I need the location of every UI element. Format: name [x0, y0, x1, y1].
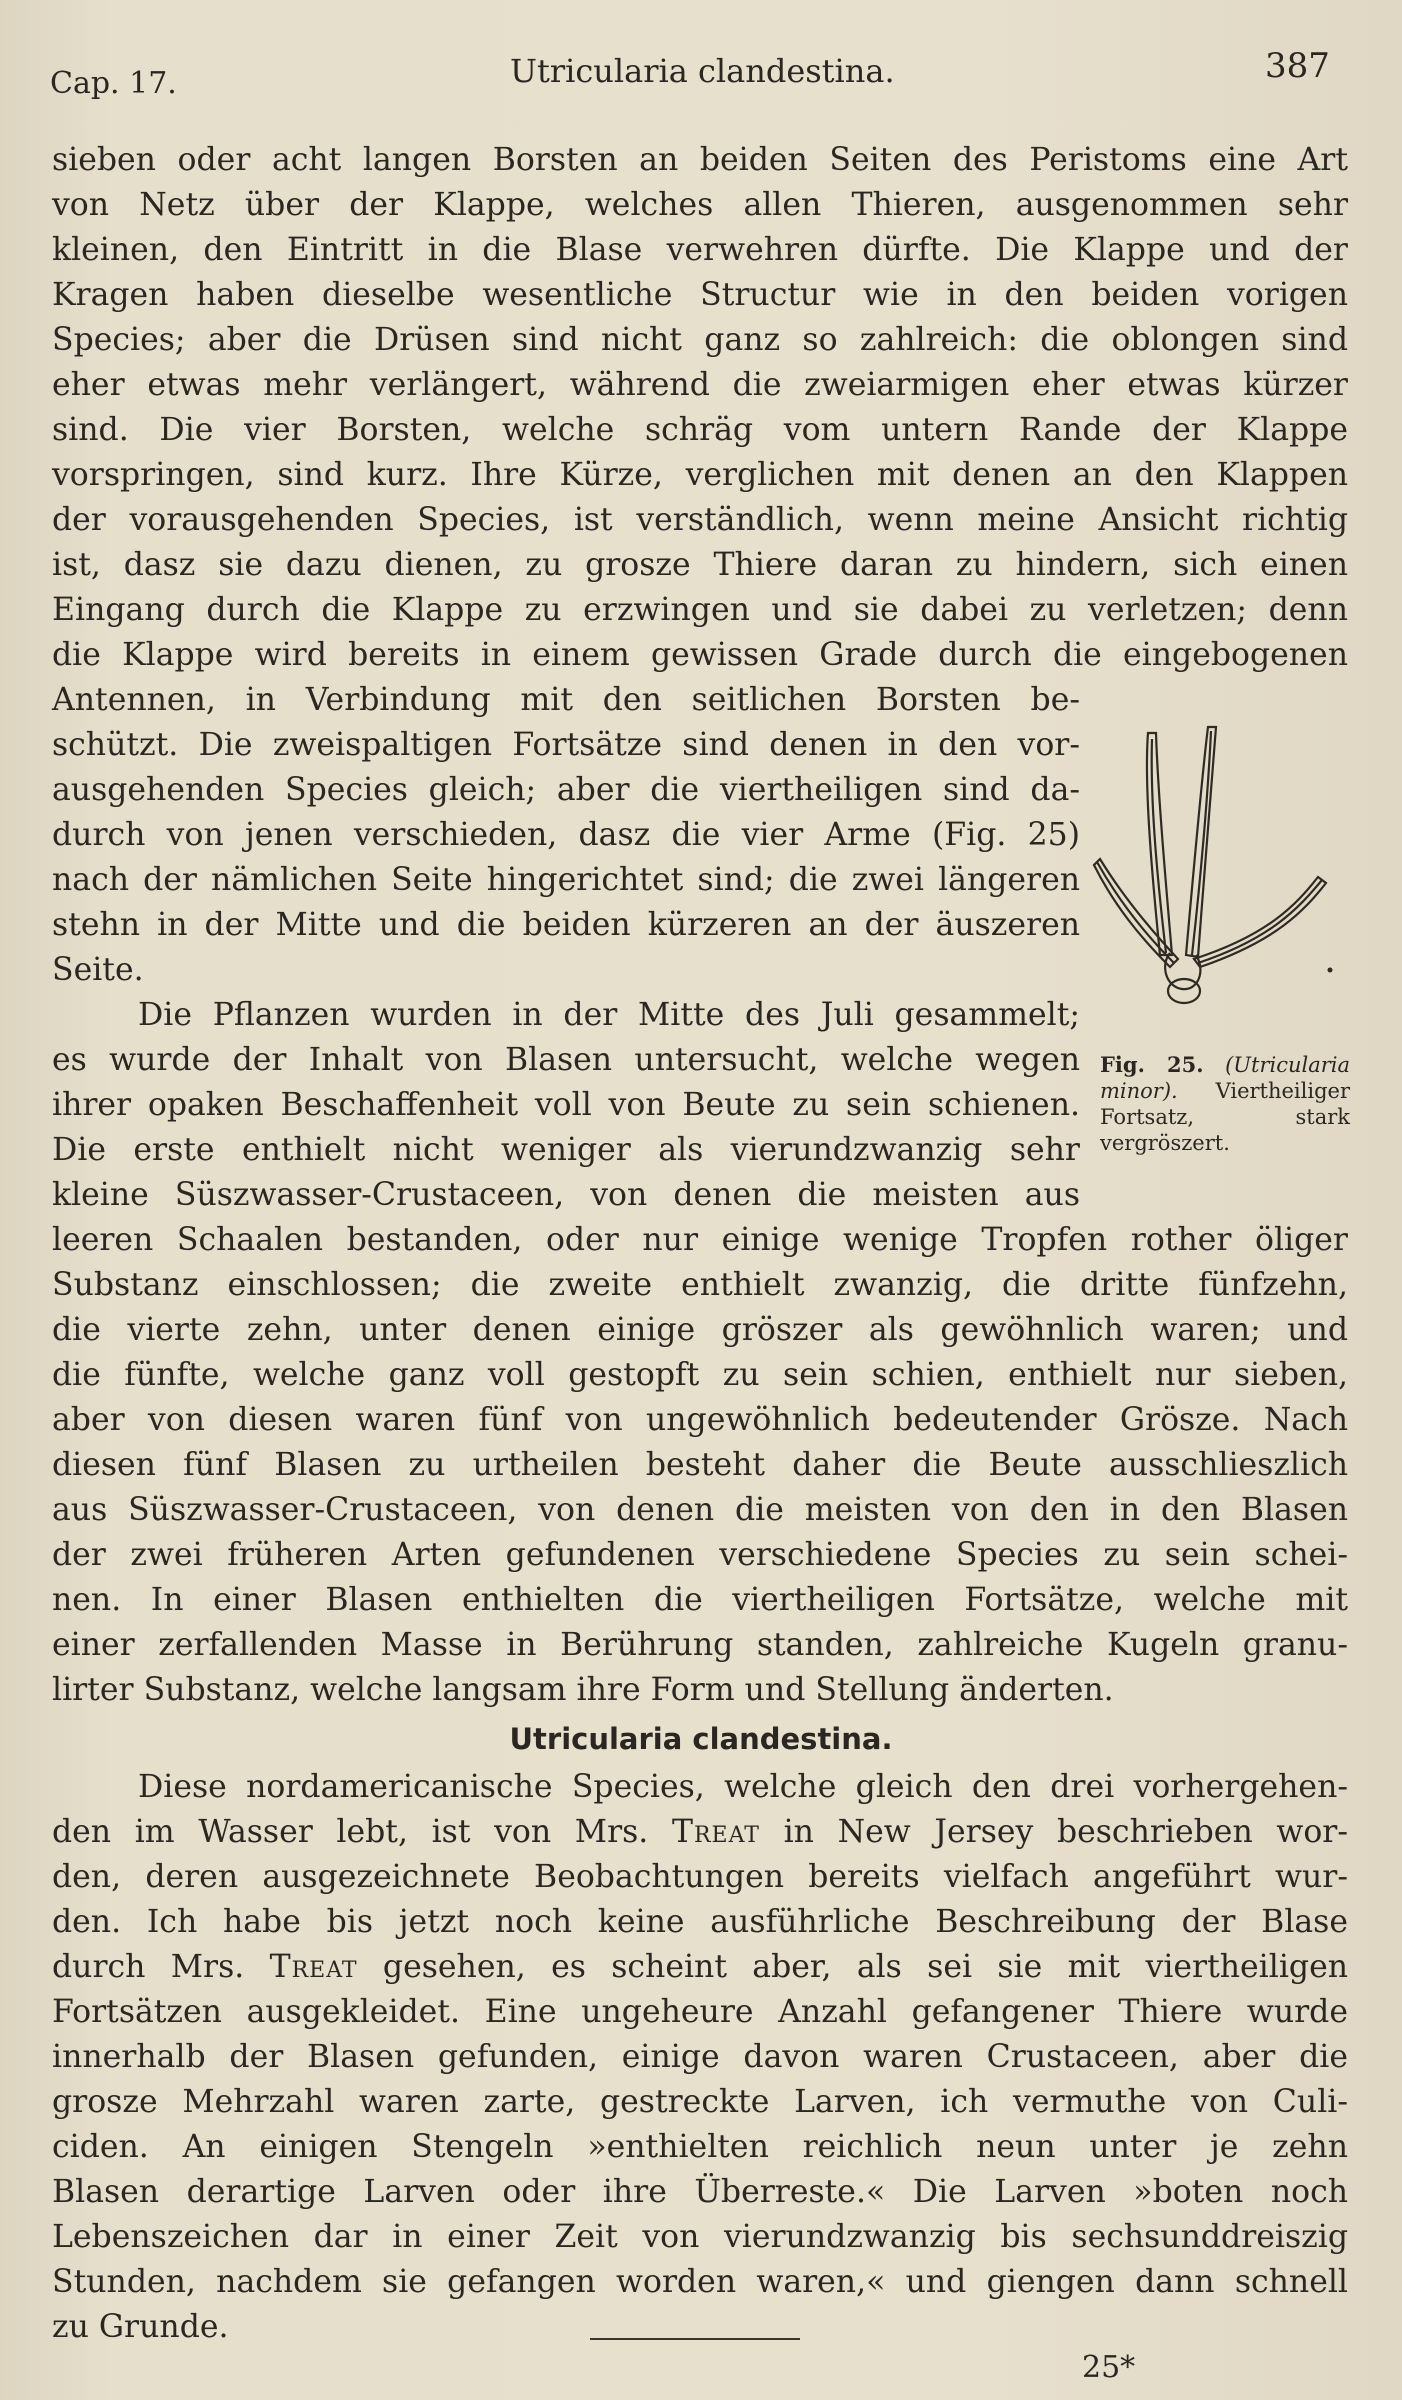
text-line: durch von jenen verschieden, dasz die vier Arme (Fig. 25) — [52, 817, 1080, 853]
figure-species: (Utricularia minor). — [1100, 1053, 1350, 1103]
text-line: es wurde der Inhalt von Blasen untersucht, welche wegen — [52, 1042, 1080, 1078]
text-line: nach der nämlichen Seite hingerichtet sind; die zwei längeren — [52, 862, 1080, 898]
text-line: grosze Mehrzahl waren zarte, gestreckte Larven, ich vermuthe von Culi- — [52, 2084, 1348, 2120]
text-line: Diese nordamericanische Species, welche gleich den drei vorhergehen- — [138, 1769, 1348, 1805]
text-line: die Klappe wird bereits in einem gewissen Grade durch die eingebogenen — [52, 637, 1348, 673]
figure-description: Viertheiliger Fortsatz, stark vergröszert. — [1100, 1079, 1350, 1155]
text-line: leeren Schaalen bestanden, oder nur einige wenige Tropfen rother öliger — [52, 1222, 1348, 1258]
text-line: einer zerfallenden Masse in Berührung standen, zahlreiche Kugeln granu- — [52, 1627, 1348, 1663]
text-line: schützt. Die zweispaltigen Fortsätze sind denen in den vor- — [52, 727, 1080, 763]
text-line: den im Wasser lebt, ist von Mrs. Treat in New Jersey beschrieben wor- — [52, 1814, 1348, 1850]
text-line: sieben oder acht langen Borsten an beiden Seiten des Peristoms eine Art — [52, 142, 1348, 178]
text-line: aber von diesen waren fünf von ungewöhnlich bedeutender Grösze. Nach — [52, 1402, 1348, 1438]
text-line: Species; aber die Drüsen sind nicht ganz so zahlreich: die oblongen sind — [52, 322, 1348, 358]
paragraph-3 — [52, 1765, 1348, 2350]
text-line: die fünfte, welche ganz voll gestopft zu sein schien, enthielt nur sieben, — [52, 1357, 1348, 1393]
text-line: Seite. — [52, 952, 144, 988]
figure-label: Fig. 25. — [1100, 1052, 1204, 1077]
text-line: vorspringen, sind kurz. Ihre Kürze, verglichen mit denen an den Klappen — [52, 457, 1348, 493]
text-line: kleinen, den Eintritt in die Blase verwehren dürfte. Die Klappe und der — [52, 232, 1348, 268]
running-header — [50, 42, 1350, 101]
text-line: ihrer opaken Beschaffenheit voll von Beute zu sein schienen. — [52, 1087, 1080, 1123]
running-title: Utricularia clandestina. — [510, 52, 895, 90]
text-line: ausgehenden Species gleich; aber die viertheiligen sind da- — [52, 772, 1080, 808]
text-line: eher etwas mehr verlängert, während die zweiarmigen eher etwas kürzer — [52, 367, 1348, 403]
text-line: Eingang durch die Klappe zu erzwingen und sie dabei zu verletzen; denn — [52, 592, 1348, 628]
figure-25-quadrifid-process — [1090, 715, 1350, 1025]
text-line: durch Mrs. Treat gesehen, es scheint aber, als sei sie mit viertheiligen — [52, 1949, 1348, 1985]
paragraph-2 — [52, 993, 1348, 1713]
text-line: ist, dasz sie dazu dienen, zu grosze Thiere daran zu hindern, sich einen — [52, 547, 1348, 583]
text-line: sind. Die vier Borsten, welche schräg vom untern Rande der Klappe — [52, 412, 1348, 448]
chapter-label: Cap. 17. — [50, 66, 177, 101]
text-line: den. Ich habe bis jetzt noch keine ausführliche Beschreibung der Blase — [52, 1904, 1348, 1940]
text-line: Substanz einschlossen; die zweite enthielt zwanzig, die dritte fünfzehn, — [52, 1267, 1348, 1303]
text-line: der zwei früheren Arten gefundenen verschiedene Species zu sein schei- — [52, 1537, 1348, 1573]
text-line: diesen fünf Blasen zu urtheilen besteht daher die Beute ausschlieszlich — [52, 1447, 1348, 1483]
text-line: Die erste enthielt nicht weniger als vierundzwanzig sehr — [52, 1132, 1080, 1168]
text-line: stehn in der Mitte und die beiden kürzeren an der äuszeren — [52, 907, 1080, 943]
text-line: den, deren ausgezeichnete Beobachtungen bereits vielfach angeführt wur- — [52, 1859, 1348, 1895]
text-line: Die Pflanzen wurden in der Mitte des Juli gesammelt; — [138, 997, 1080, 1033]
text-line: von Netz über der Klappe, welches allen Thieren, ausgenommen sehr — [52, 187, 1348, 223]
text-line: zu Grunde. — [52, 2309, 229, 2345]
text-line: Lebenszeichen dar in einer Zeit von vierundzwanzig bis sechsunddreiszig — [52, 2219, 1348, 2255]
page-number: 387 — [1265, 46, 1330, 86]
text-line: die vierte zehn, unter denen einige gröszer als gewöhnlich waren; und — [52, 1312, 1348, 1348]
text-line: Fortsätzen ausgekleidet. Eine ungeheure Anzahl gefangener Thiere wurde — [52, 1994, 1348, 2030]
text-line: Stunden, nachdem sie gefangen worden waren,« und giengen dann schnell — [52, 2264, 1348, 2300]
text-line: nen. In einer Blasen enthielten die viertheiligen Fortsätze, welche mit — [52, 1582, 1348, 1618]
text-line: der vorausgehenden Species, ist verständlich, wenn meine Ansicht richtig — [52, 502, 1348, 538]
text-line: Antennen, in Verbindung mit den seitlichen Borsten be- — [52, 682, 1080, 718]
text-line: kleine Süszwasser-Crustaceen, von denen die meisten aus — [52, 1177, 1080, 1213]
section-heading: Utricularia clandestina. — [509, 1722, 893, 1756]
text-line: lirter Substanz, welche langsam ihre Form und Stellung änderten. — [52, 1672, 1114, 1708]
text-line: Kragen haben dieselbe wesentliche Structur wie in den beiden vorigen — [52, 277, 1348, 313]
printer-signature: 25* — [1082, 2350, 1136, 2385]
footer-rule — [590, 2338, 800, 2340]
text-line: ciden. An einigen Stengeln »enthielten reichlich neun unter je zehn — [52, 2129, 1348, 2165]
text-line: Blasen derartige Larven oder ihre Überreste.« Die Larven »boten noch — [52, 2174, 1348, 2210]
text-line: innerhalb der Blasen gefunden, einige davon waren Crustaceen, aber die — [52, 2039, 1348, 2075]
text-line: aus Süszwasser-Crustaceen, von denen die meisten von den in den Blasen — [52, 1492, 1348, 1528]
